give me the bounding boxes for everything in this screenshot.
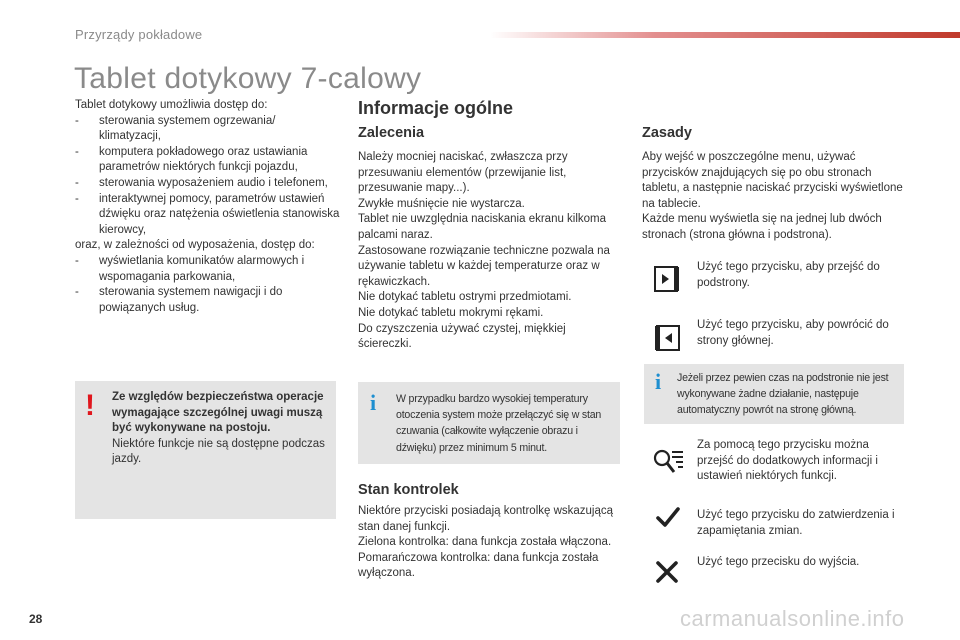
indicators-heading: Stan kontrolek	[358, 482, 459, 498]
intro-middle: oraz, w zależności od wyposażenia, dostęp do:	[75, 239, 315, 252]
settings-tools-icon	[650, 446, 686, 480]
temperature-info-box	[358, 382, 620, 464]
back-button-text: Użyć tego przycisku, aby powrócić do strony głównej.	[697, 319, 889, 347]
back-arrow-icon	[652, 323, 682, 353]
list-item: - komputera pokładowego oraz ustawiania parametrów niektórych funkcji pojazdu,	[75, 145, 340, 176]
recommendation-line: Nie dotykać tabletu ostrymi przedmiotami.	[358, 291, 572, 304]
rules-heading: Zasady	[642, 125, 692, 141]
watermark: carmanualsonline.info	[680, 606, 905, 631]
settings-button-text: Za pomocą tego przycisku można przejść do dodatkowych informacji i ustawień niektórych funkcji.	[697, 439, 878, 483]
checkmark-icon	[655, 504, 681, 530]
indicators-text	[358, 504, 620, 582]
indicator-line: Zielona kontrolka: dana funkcja została włączona.	[358, 536, 612, 549]
list-item: - sterowania systemem ogrzewania/ klimatyzacji,	[75, 114, 340, 145]
warning-normal-text: Niektóre funkcje nie są dostępne podczas jazdy.	[112, 437, 325, 466]
section-label: Przyrządy pokładowe	[75, 27, 203, 42]
recommendation-line: Zwykłe muśnięcie nie wystarcza.	[358, 197, 525, 210]
intro-lead: Tablet dotykowy umożliwia dostęp do:	[75, 99, 268, 111]
confirm-button-text: Użyć tego przycisku do zatwierdzenia i zapamiętania zmian.	[697, 509, 895, 537]
indicator-line: Niektóre przyciski posiadają kontrolkę wskazującą stan danej funkcji.	[358, 505, 614, 533]
subpage-arrow-icon	[652, 264, 682, 294]
temperature-info-text: W przypadku bardzo wysokiej temperatury otoczenia system może przełączyć się w stan czuwania (całkowite wyłączenie obrazu i dźwięku) przez minimum 5 minut.	[396, 393, 602, 454]
list-item: - wyświetlania komunikatów alarmowych i wspomagania parkowania,	[75, 254, 340, 285]
subpage-button-text: Użyć tego przycisku, aby przejść do podstrony.	[697, 261, 880, 289]
rules-line: Aby wejść w poszczególne menu, używać przycisków znajdujących się po obu stronach tabletu, a następnie naciskać przyciski wyświetlone na tablecie.	[642, 151, 903, 210]
recommendation-line: Należy mocniej naciskać, zwłaszcza przy przesuwaniu elementów (przewijanie list, przesuwanie mapy...).	[358, 151, 568, 195]
info-icon: i	[655, 369, 662, 394]
auto-return-info-text: Jeżeli przez pewien czas na podstronie nie jest wykonywane żadne działanie, następuje automatyczny powrót na stronę główną.	[677, 372, 889, 417]
recommendation-line: Tablet nie uwzględnia naciskania ekranu kilkoma palcami naraz.	[358, 213, 607, 241]
header-accent-bar	[490, 32, 960, 38]
general-info-heading: Informacje ogólne	[358, 98, 514, 118]
intro-list-2	[75, 254, 340, 316]
exit-button-text: Użyć tego przecisku do wyjścia.	[697, 556, 860, 568]
intro-text	[75, 98, 340, 316]
info-icon: i	[370, 390, 377, 415]
recommendation-line: Nie dotykać tabletu mokrymi rękami.	[358, 306, 544, 319]
rules-text	[642, 150, 904, 244]
auto-return-info-box	[644, 364, 904, 424]
recommendation-line: Zastosowane rozwiązanie techniczne pozwala na używanie tabletu w każdej temperaturze oraz w rękawiczkach.	[358, 244, 610, 288]
list-item: - sterowania wyposażeniem audio i telefonem,	[75, 176, 340, 192]
list-item: - sterowania systemem nawigacji i do powiązanych usług.	[75, 285, 340, 316]
intro-list-1	[75, 114, 340, 239]
warning-text	[112, 390, 327, 468]
rules-line: Każde menu wyświetla się na jednej lub dwóch stronach (strona główna i podstrona).	[642, 213, 882, 241]
list-item: - interaktywnej pomocy, parametrów ustawień dźwięku oraz natężenia oświetlenia stanowiska kierowcy,	[75, 192, 340, 239]
warning-exclamation-icon: !	[85, 389, 95, 422]
safety-warning-box	[75, 381, 336, 519]
warning-bold-text: Ze względów bezpieczeństwa operacje wymagające szczególnej uwagi muszą być wykonywane na postoju.	[112, 391, 324, 435]
page-number: 28	[29, 612, 43, 626]
indicator-line: Pomarańczowa kontrolka: dana funkcja została wyłączona.	[358, 551, 599, 580]
recommendations-text	[358, 150, 620, 353]
recommendations-heading: Zalecenia	[358, 125, 425, 141]
recommendation-line: Do czyszczenia używać czystej, miękkiej ściereczki.	[358, 322, 566, 351]
page-title: Tablet dotykowy 7-calowy	[74, 62, 422, 95]
cross-icon	[655, 560, 679, 584]
